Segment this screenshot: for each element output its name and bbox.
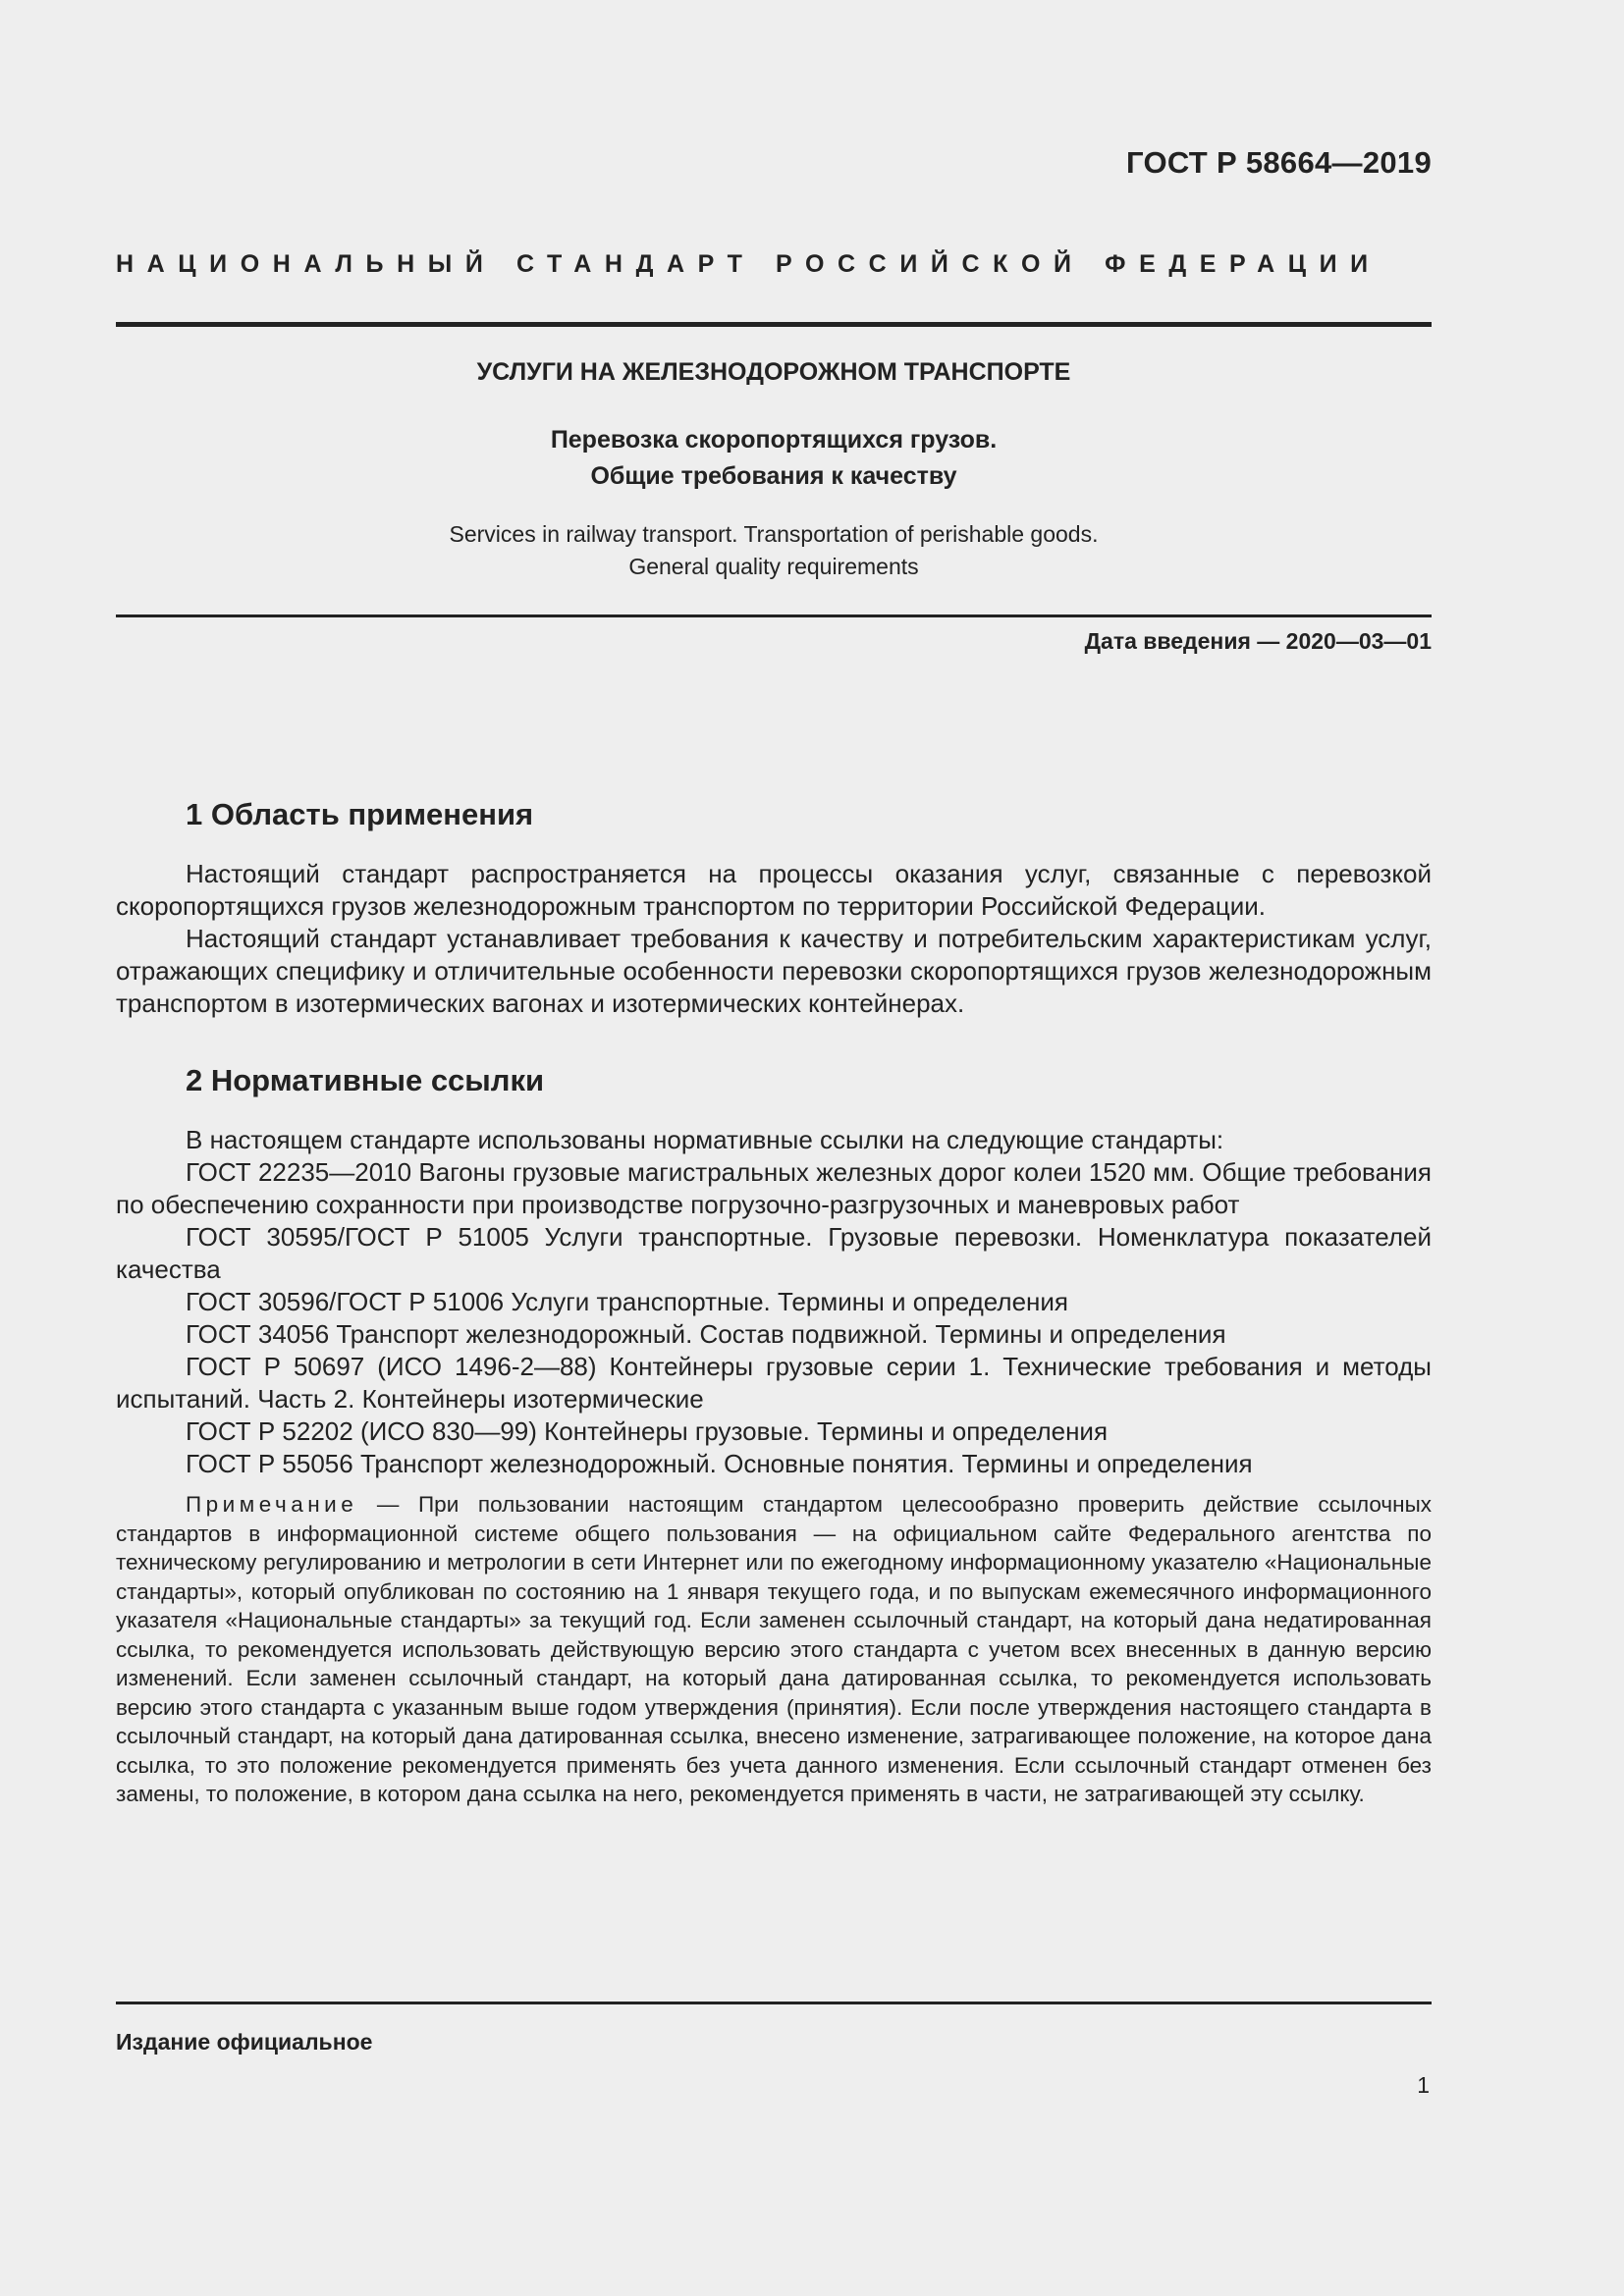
english-title (116, 518, 1432, 583)
standard-code: ГОСТ Р 58664—2019 (1126, 145, 1432, 180)
document-title: УСЛУГИ НА ЖЕЛЕЗНОДОРОЖНОМ ТРАНСПОРТЕ (476, 358, 1071, 386)
official-edition-label: Издание официальное (116, 2029, 373, 2055)
scope-paragraph: Настоящий стандарт устанавливает требования к качеству и потребительским характеристикам услуг, отражающих специфику и отличительные особенности перевозки скоропортящихся грузов железнодорожным транспортом в изотермических вагонах и изотермических контейнерах. (116, 924, 1432, 1018)
subtitle-line-2: Общие требования к качеству (590, 462, 957, 490)
reference-item: ГОСТ 34056 Транспорт железнодорожный. Состав подвижной. Термины и определения (186, 1319, 1226, 1349)
reference-item: ГОСТ Р 55056 Транспорт железнодорожный. Основные понятия. Термины и определения (186, 1449, 1253, 1478)
reference-item: ГОСТ 30595/ГОСТ Р 51005 Услуги транспортные. Грузовые перевозки. Номенклатура показателей качества (116, 1222, 1432, 1284)
section-normative-references (116, 1063, 1432, 1809)
title-divider (116, 614, 1432, 617)
introduction-date: Дата введения — 2020—03—01 (1084, 628, 1432, 654)
document-subtitle (116, 422, 1432, 495)
subtitle-line-1: Перевозка скоропортящихся грузов. (550, 426, 998, 454)
note-text: — При пользовании настоящим стандартом целесообразно проверить действие ссылочных стандартов в информационной системе общего пользования — на официальном сайте Федерального агентства по техническому регулированию и метрологии в сети Интернет или по ежегодному информационному указателю «Национальные стандарты», который опубликован по состоянию на 1 января текущего года, и по выпускам ежемесячного информационного указателя «Национальные стандарты» за текущий год. Если заменен ссылочный стандарт, на который дана недатированная ссылка, то рекомендуется использовать действующую версию этого стандарта с учетом всех внесенных в данную версию изменений. Если заменен ссылочный стандарт, на который дана датированная ссылка, то рекомендуется использовать версию этого стандарта с указанным выше годом утверждения (принятия). Если после утверждения настоящего стандарта в ссылочный стандарт, на который дана датированная ссылка, внесено изменение, затрагивающее положение, на которое дана ссылка, то это положение рекомендуется применять без учета данного изменения. Если ссылочный стандарт отменен без замены, то положение, в котором дана ссылка на него, рекомендуется применять в части, не затрагивающей эту ссылку. (116, 1492, 1432, 1806)
reference-item: ГОСТ 22235—2010 Вагоны грузовые магистральных железных дорог колеи 1520 мм. Общие требования по обеспечению сохранности при производстве погрузочно-разгрузочных и маневровых работ (116, 1157, 1432, 1219)
page-number: 1 (1417, 2072, 1430, 2098)
national-standard-heading: НАЦИОНАЛЬНЫЙ СТАНДАРТ РОССИЙСКОЙ ФЕДЕРАЦИИ (116, 250, 1381, 278)
english-title-line-1: Services in railway transport. Transportation of perishable goods. (449, 521, 1099, 547)
reference-item: ГОСТ Р 50697 (ИСО 1496-2—88) Контейнеры грузовые серии 1. Технические требования и методы испытаний. Часть 2. Контейнеры изотермические (116, 1352, 1432, 1414)
references-intro: В настоящем стандарте использованы нормативные ссылки на следующие стандарты: (186, 1125, 1224, 1154)
header-divider (116, 322, 1432, 327)
note-label: Примечание (186, 1492, 358, 1517)
reference-item: ГОСТ 30596/ГОСТ Р 51006 Услуги транспортные. Термины и определения (186, 1287, 1068, 1316)
reference-item: ГОСТ Р 52202 (ИСО 830—99) Контейнеры грузовые. Термины и определения (186, 1416, 1109, 1446)
section-heading-scope: 1 Область применения (186, 797, 534, 831)
section-heading-references: 2 Нормативные ссылки (186, 1063, 545, 1097)
references-note (116, 1490, 1432, 1809)
footer-divider (116, 2002, 1432, 2004)
english-title-line-2: General quality requirements (628, 554, 919, 579)
scope-paragraph: Настоящий стандарт распространяется на процессы оказания услуг, связанные с перевозкой скоропортящихся грузов железнодорожным транспортом по территории Российской Федерации. (116, 859, 1432, 921)
section-scope (116, 797, 1432, 1020)
